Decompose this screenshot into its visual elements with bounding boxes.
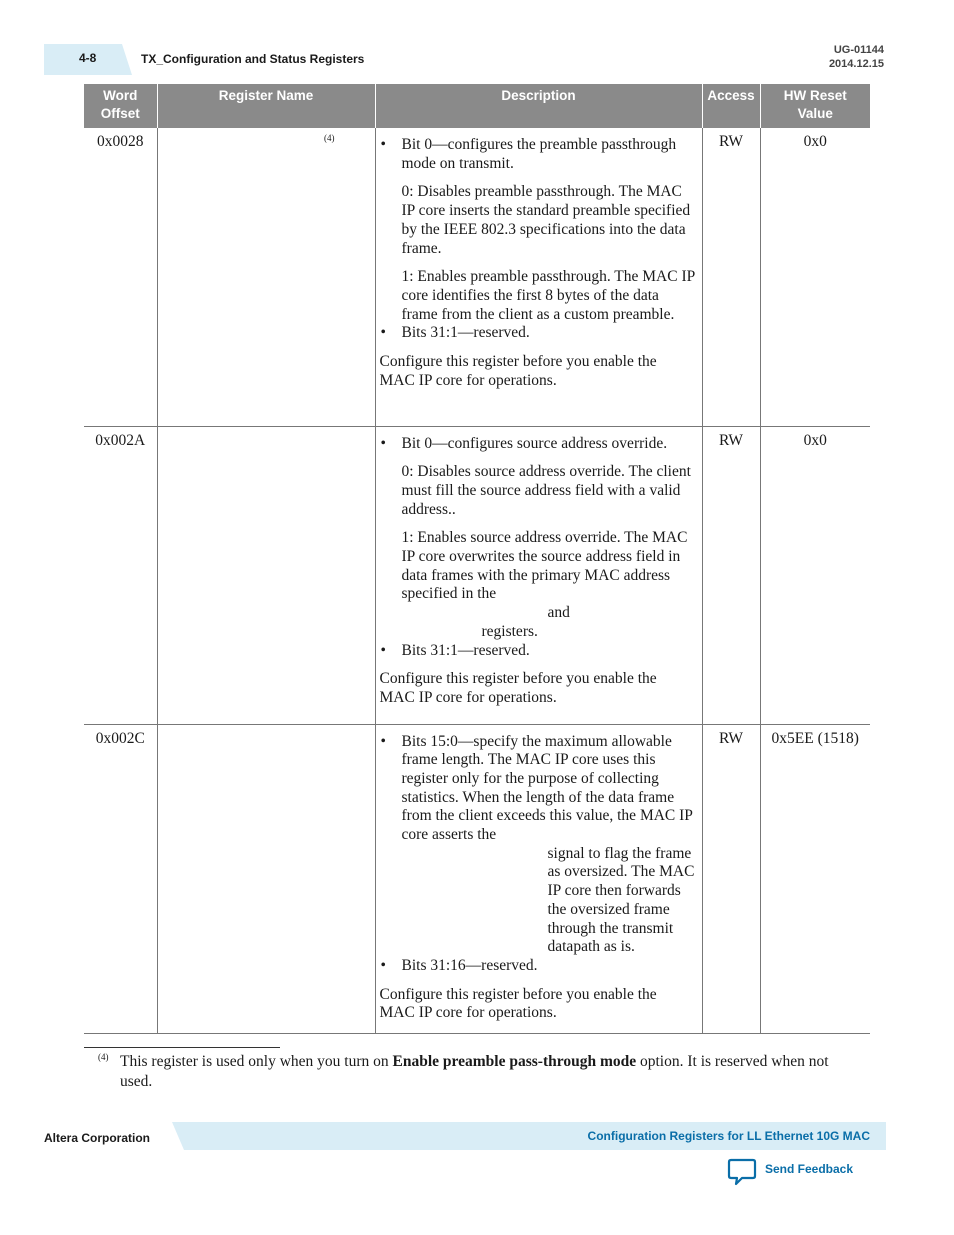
description-cell — [375, 426, 702, 724]
hw-reset-value: 0x5EE (1518) — [760, 724, 870, 1034]
table-row — [84, 128, 870, 426]
col-word-offset: Word Offset — [84, 84, 157, 128]
description-list — [380, 733, 696, 976]
table-row — [84, 724, 870, 1034]
footnote — [98, 1052, 838, 1092]
description-cell — [375, 724, 702, 1034]
table-header-row — [84, 84, 870, 128]
doc-id: UG-01144 — [833, 44, 884, 56]
list-item: • Bits 31:1—reserved. — [380, 324, 696, 343]
doc-date: 2014.12.15 — [828, 58, 884, 70]
access: RW — [702, 724, 760, 1034]
footnote-rule — [84, 1047, 280, 1048]
page-number: 4-8 — [79, 51, 97, 65]
col-hw-reset-value: HW Reset Value — [760, 84, 870, 128]
section-title: TX_Configuration and Status Registers — [141, 52, 365, 66]
col-access: Access — [702, 84, 760, 128]
description-list — [380, 435, 696, 661]
footer-company: Altera Corporation — [44, 1131, 151, 1145]
list-item: • Bits 31:1—reserved. — [380, 642, 696, 661]
speech-bubble-icon — [727, 1158, 757, 1186]
send-feedback-label: Send Feedback — [765, 1162, 854, 1176]
description-note: Configure this register before you enable the MAC IP core for operations. — [379, 670, 657, 706]
access: RW — [702, 128, 760, 426]
description-note: Configure this register before you enable the MAC IP core for operations. — [379, 353, 657, 389]
table-row — [84, 426, 870, 724]
send-feedback-button[interactable] — [727, 1158, 853, 1188]
register-table — [84, 84, 870, 1034]
word-offset: 0x0028 — [84, 128, 157, 426]
col-register-name: Register Name — [157, 84, 375, 128]
list-item: • Bit 0—configures source address override. 0: Disables source address override. The client must fill the source address field with a valid address.. 1: Enables source address override. The MAC IP core overwrites the source address field in data frames with the primary MAC address specified in the and registers. — [380, 435, 696, 642]
description-cell — [375, 128, 702, 426]
register-name-cell — [157, 426, 375, 724]
register-name-cell — [157, 128, 375, 426]
list-item: • Bit 0—configures the preamble passthrough mode on transmit. 0: Disables preamble passthrough. The MAC IP core inserts the standard preamble specified by the IEEE 802.3 specifications into the data frame. 1: Enables preamble passthrough. The MAC IP core identifies the first 8 bytes of the data frame from the client as a custom preamble. — [380, 136, 696, 324]
word-offset: 0x002A — [84, 426, 157, 724]
doc-id-block — [829, 43, 884, 71]
register-name-cell — [157, 724, 375, 1034]
list-item: • Bits 15:0—specify the maximum allowable frame length. The MAC IP core uses this register only for the purpose of collecting statistics. When the length of the data frame from the client exceeds this value, the MAC IP core asserts the signal to flag the frame as oversized. The MAC IP core then forwards the oversized frame through the transmit datapath as is. — [380, 733, 696, 957]
footnote-option-name: Enable preamble pass-through mode — [392, 1053, 637, 1070]
col-description: Description — [375, 84, 702, 128]
footer-section-link[interactable]: Configuration Registers for LL Ethernet 10G MAC — [587, 1129, 870, 1143]
access: RW — [702, 426, 760, 724]
word-offset: 0x002C — [84, 724, 157, 1034]
hw-reset-value: 0x0 — [760, 426, 870, 724]
description-note: Configure this register before you enable the MAC IP core for operations. — [379, 985, 657, 1022]
list-item: • Bits 31:16—reserved. — [380, 957, 696, 976]
footnote-text: This register is used only when you turn on Enable preamble pass-through mode option. It is reserved when not used. — [120, 1053, 829, 1090]
description-list — [380, 136, 696, 343]
footnote-ref[interactable]: (4) — [324, 133, 335, 143]
footnote-mark: (4) — [98, 1052, 109, 1062]
hw-reset-value: 0x0 — [760, 128, 870, 426]
